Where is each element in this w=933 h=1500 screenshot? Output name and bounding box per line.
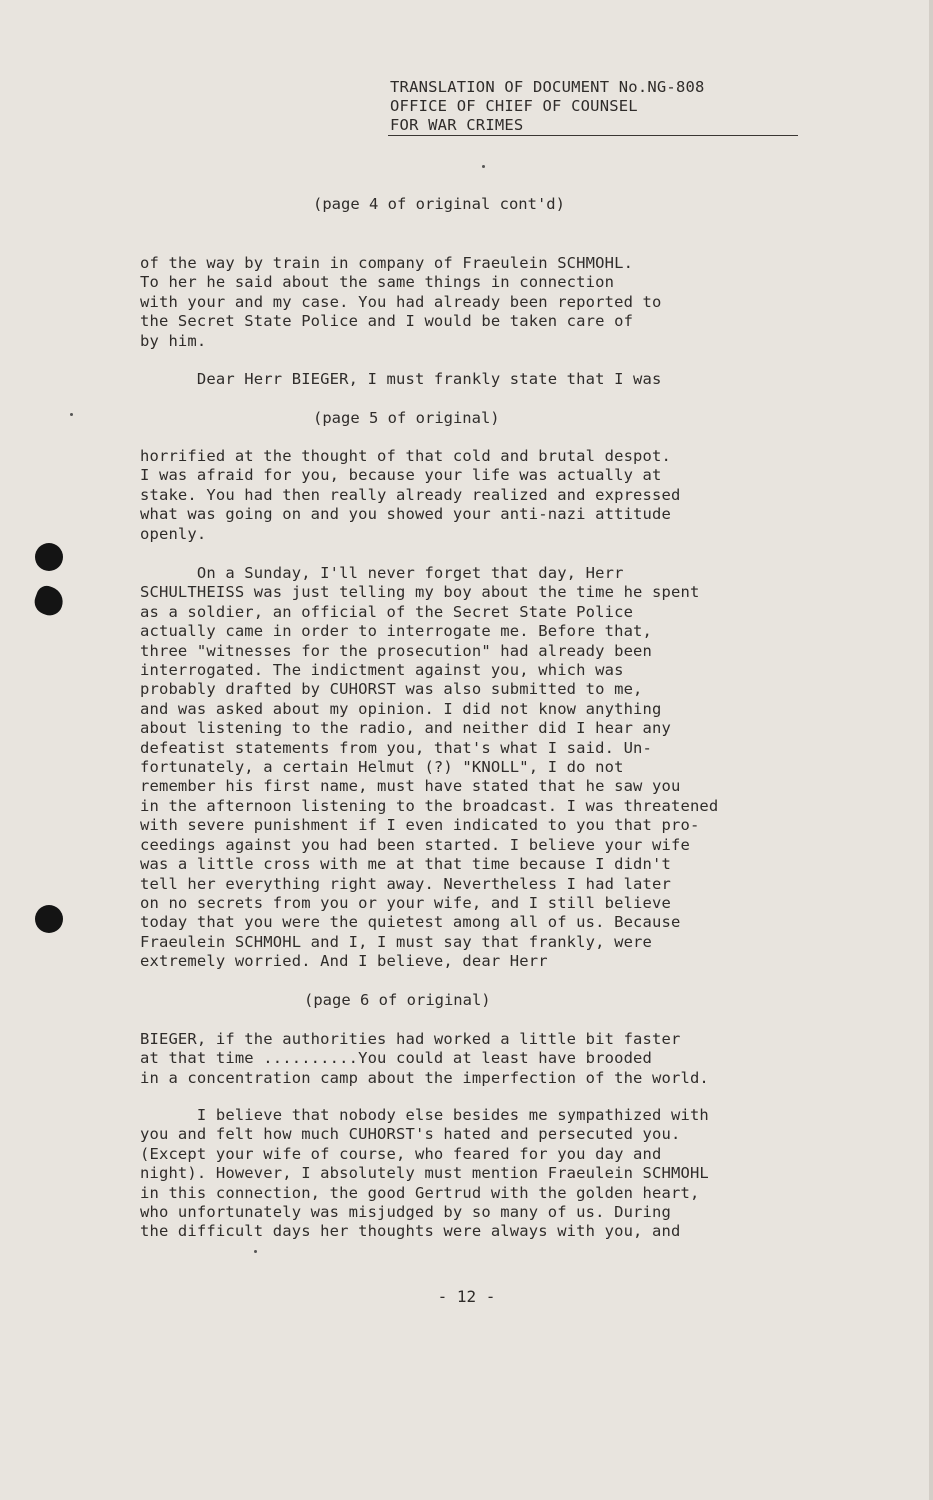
punch-hole-icon [31, 583, 67, 619]
text-line: SCHULTHEISS was just telling my boy about the time he spent [140, 583, 700, 602]
paragraph-3 [140, 447, 860, 544]
document-header [390, 78, 705, 135]
header-line-war-crimes: FOR WAR CRIMES [390, 116, 524, 134]
text-line: at that time ..........You could at least have brooded [140, 1049, 653, 1068]
text-line: the Secret State Police and I would be taken care of [140, 312, 634, 331]
text-line: in this connection, the good Gertrud with the golden heart, [140, 1183, 700, 1202]
text-line: fortunately, a certain Helmut (?) "KNOLL", I do not [140, 758, 624, 777]
text-line: (Except your wife of course, who feared for you day and [140, 1144, 662, 1163]
text-line: actually came in order to interrogate me. Before that, [140, 622, 653, 641]
text-line: in a concentration camp about the imperfection of the world. [140, 1068, 709, 1087]
text-line: tell her everything right away. Nevertheless I had later [140, 874, 671, 893]
text-line: interrogated. The indictment against you, which was [140, 661, 624, 680]
text-line: of the way by train in company of Fraeulein SCHMOHL. [140, 254, 634, 272]
text-line: by him. [140, 331, 207, 350]
paragraph-6 [140, 1106, 860, 1242]
text-line: Dear Herr BIEGER, I must frankly state that I was [140, 370, 662, 388]
text-line: the difficult days her thoughts were always with you, and [140, 1222, 681, 1241]
text-line: with severe punishment if I even indicated to you that pro- [140, 816, 700, 835]
paragraph-4 [140, 564, 860, 972]
paragraph-2 [140, 370, 860, 389]
text-line: defeatist statements from you, that's what I said. Un- [140, 738, 653, 757]
text-line: night). However, I absolutely must mention Fraeulein SCHMOHL [140, 1164, 709, 1183]
text-line: today that you were the quietest among all of us. Because [140, 913, 681, 932]
text-line: horrified at the thought of that cold and brutal despot. [140, 447, 671, 465]
text-line: openly. [140, 524, 207, 543]
text-line: you and felt how much CUHORST's hated and persecuted you. [140, 1125, 681, 1144]
text-line: On a Sunday, I'll never forget that day, Herr [140, 564, 624, 582]
page-note-6: (page 6 of original) [304, 991, 491, 1009]
header-line-translation: TRANSLATION OF DOCUMENT No.NG-808 [390, 78, 705, 96]
text-line: about listening to the radio, and neither did I hear any [140, 719, 671, 738]
text-line: BIEGER, if the authorities had worked a little bit faster [140, 1030, 681, 1048]
text-line: on no secrets from you or your wife, and I still believe [140, 893, 671, 912]
text-line: what was going on and you showed your anti-nazi attitude [140, 505, 671, 524]
text-line: probably drafted by CUHORST was also submitted to me, [140, 680, 643, 699]
text-line: and was asked about my opinion. I did not know anything [140, 699, 662, 718]
punch-hole-icon [35, 543, 63, 571]
header-line-office: OFFICE OF CHIEF OF COUNSEL [390, 97, 638, 115]
punch-hole-icon [35, 905, 63, 933]
text-line: I was afraid for you, because your life was actually at [140, 466, 662, 485]
text-line: remember his first name, must have stated that he saw you [140, 777, 681, 796]
text-line: in the afternoon listening to the broadcast. I was threatened [140, 796, 719, 815]
paragraph-1 [140, 254, 860, 351]
page-note-5: (page 5 of original) [313, 409, 500, 427]
text-line: who unfortunately was misjudged by so many of us. During [140, 1203, 671, 1222]
header-underline [388, 135, 798, 136]
speck [254, 1250, 257, 1253]
text-line: three "witnesses for the prosecution" had already been [140, 641, 653, 660]
text-line: stake. You had then really already realized and expressed [140, 485, 681, 504]
text-line: To her he said about the same things in connection [140, 273, 615, 292]
page-note-4: (page 4 of original cont'd) [313, 195, 565, 213]
text-line: I believe that nobody else besides me sympathized with [140, 1106, 709, 1124]
text-line: was a little cross with me at that time because I didn't [140, 855, 671, 874]
paragraph-5 [140, 1030, 860, 1088]
text-line: Fraeulein SCHMOHL and I, I must say that frankly, were [140, 932, 653, 951]
text-line: as a soldier, an official of the Secret State Police [140, 602, 634, 621]
speck [70, 413, 73, 416]
text-line: with your and my case. You had already been reported to [140, 292, 662, 311]
speck [482, 165, 485, 168]
text-line: extremely worried. And I believe, dear Herr [140, 952, 548, 971]
text-line: ceedings against you had been started. I believe your wife [140, 835, 690, 854]
page-number: - 12 - [437, 1287, 496, 1306]
